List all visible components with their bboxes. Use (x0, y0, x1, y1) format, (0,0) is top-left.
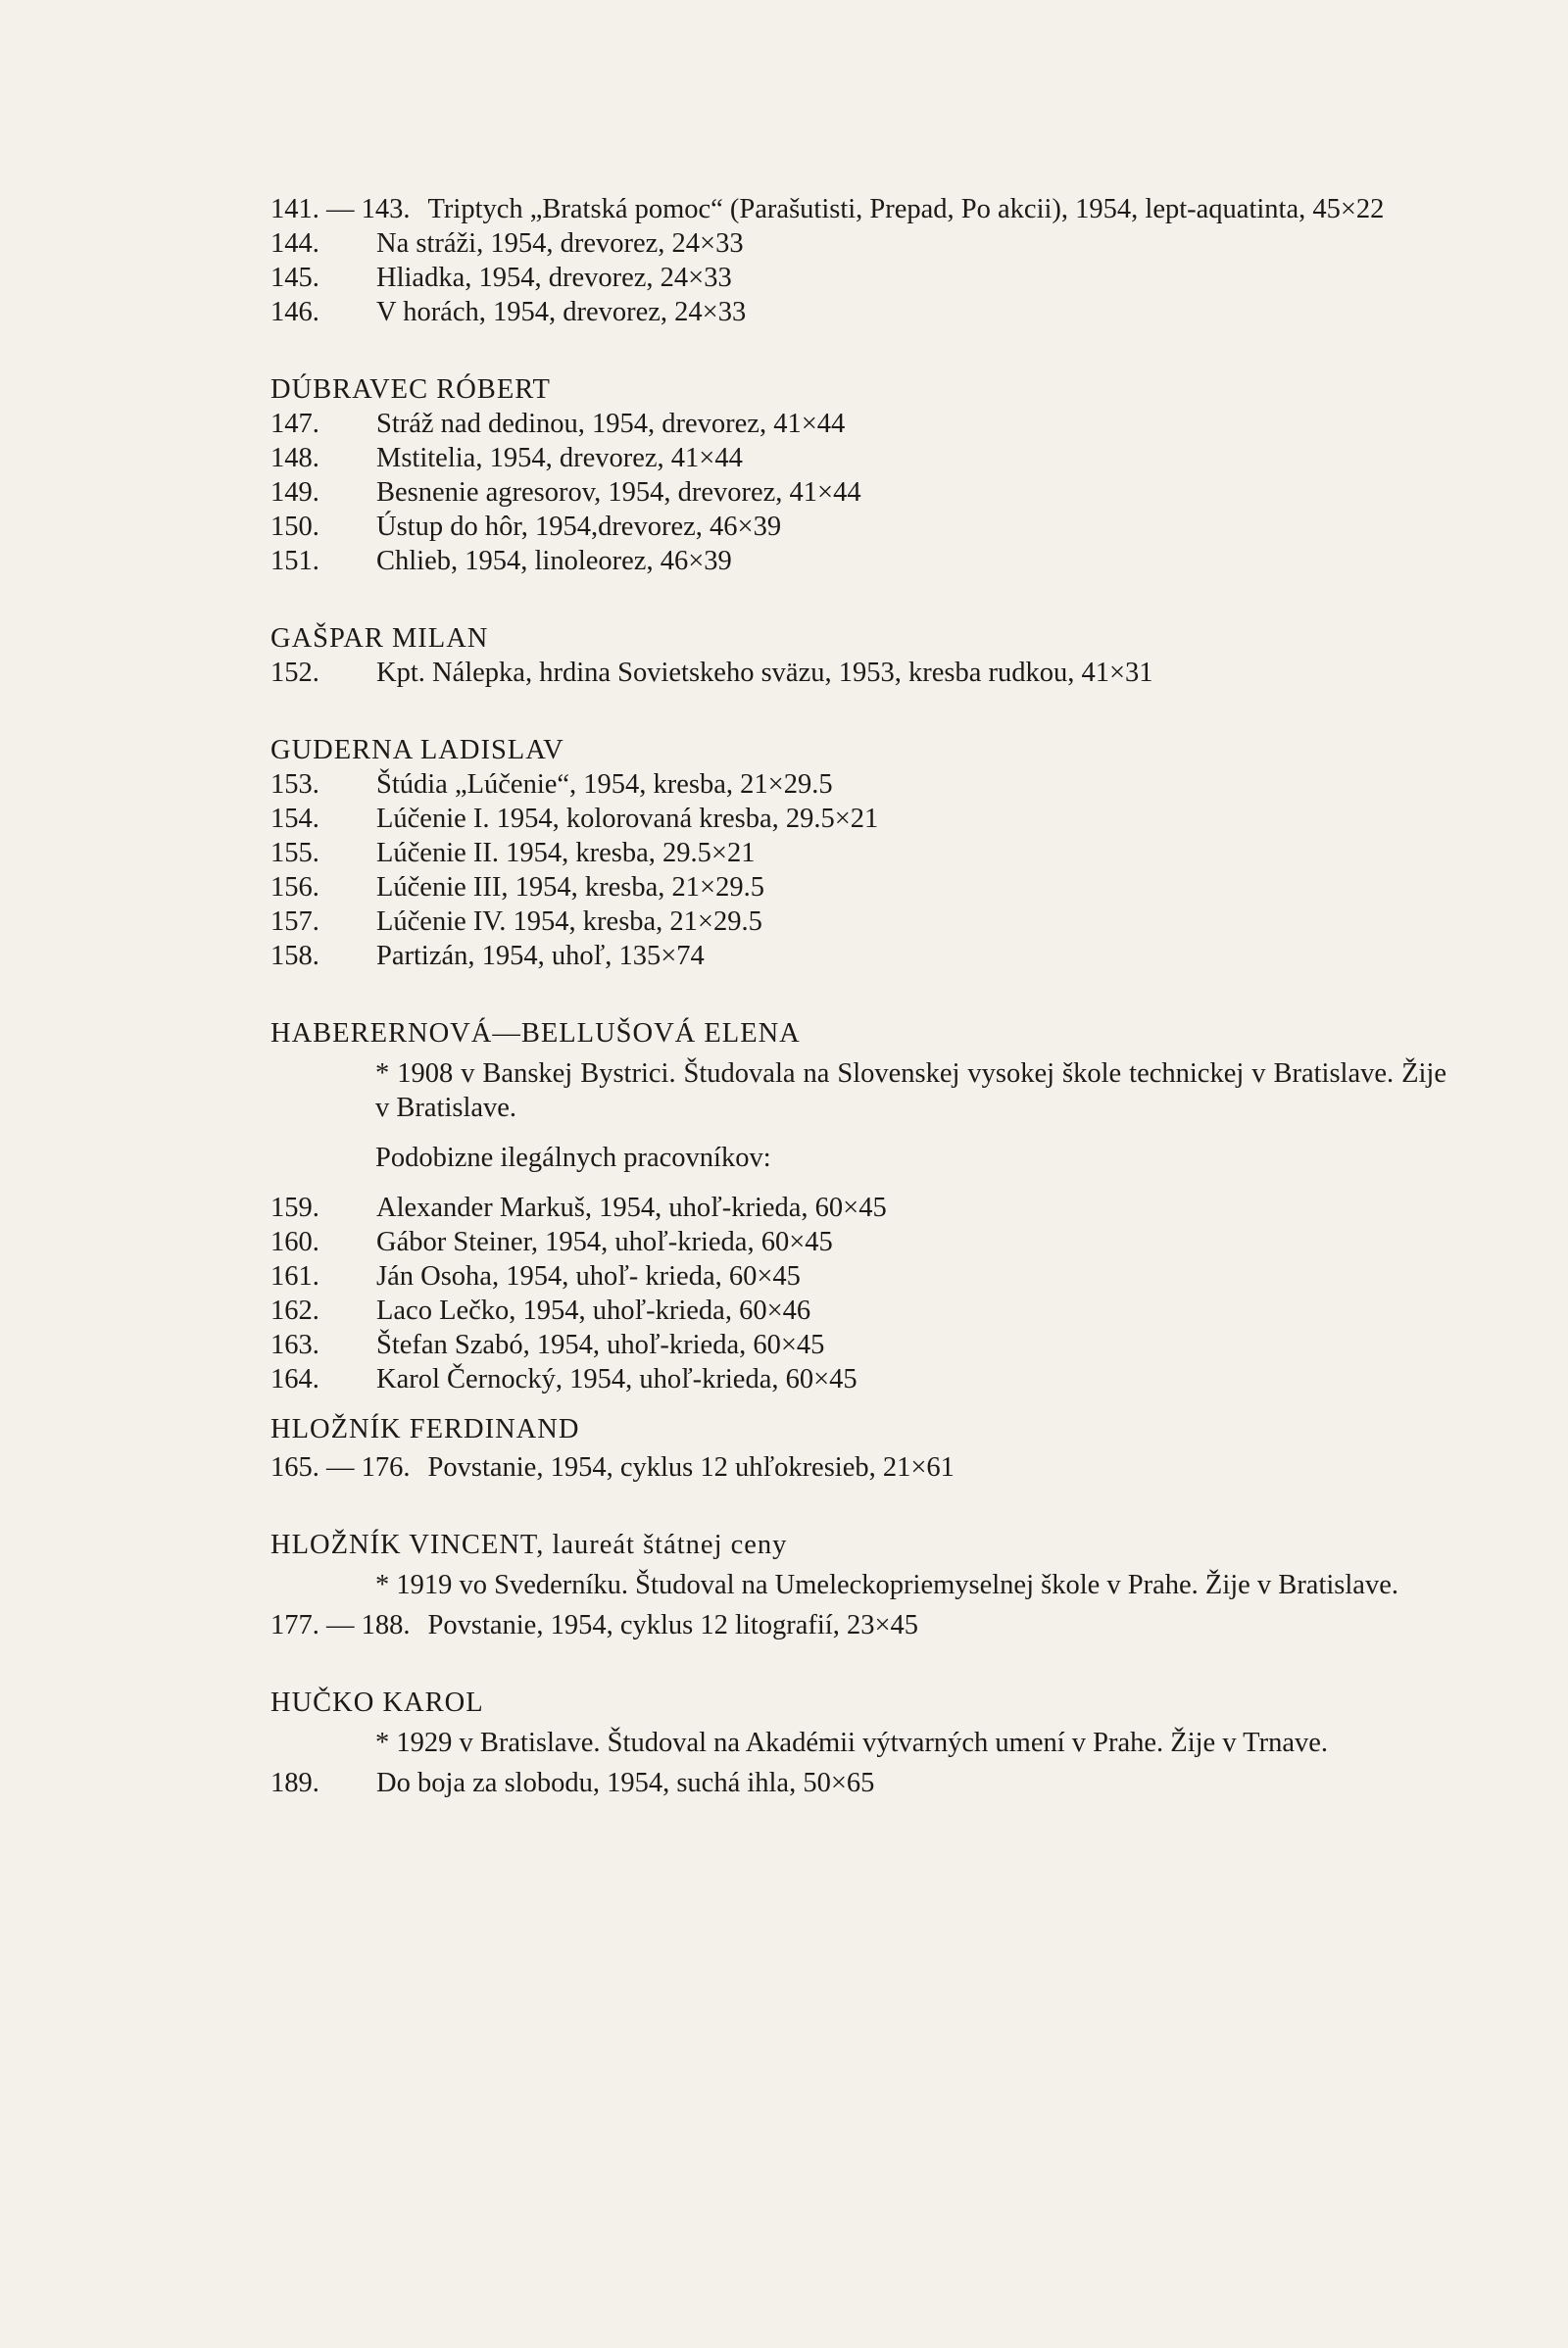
section-hloznik-ferdinand (270, 1412, 1446, 1485)
list-item (270, 767, 1446, 802)
entry-text: Na stráži, 1954, drevorez, 24×33 (376, 228, 744, 259)
entry-number: 145. (270, 263, 319, 293)
catalog-content (270, 192, 1446, 1800)
list-item (270, 905, 1446, 939)
section-hucko (270, 1686, 1446, 1800)
entry-number: 163. (270, 1330, 319, 1360)
entry-number: 160. (270, 1227, 319, 1257)
entry-text: Besnenie agresorov, 1954, drevorez, 41×44 (376, 477, 861, 508)
list-item (270, 870, 1446, 905)
entry-text: Štefan Szabó, 1954, uhoľ-krieda, 60×45 (376, 1330, 825, 1360)
entry-text: Gábor Steiner, 1954, uhoľ-krieda, 60×45 (376, 1227, 833, 1257)
entry-text: Lúčenie IV. 1954, kresba, 21×29.5 (376, 906, 762, 937)
artist-heading: HUČKO KAROL (270, 1688, 484, 1718)
section-dubravec (270, 372, 1446, 578)
entry-text: V horách, 1954, drevorez, 24×33 (376, 297, 747, 327)
entry-number: 144. (270, 228, 319, 259)
entry-text: Kpt. Nálepka, hrdina Sovietskeho sväzu, 1953, kresba rudkou, 41×31 (376, 658, 1153, 688)
entry-number: 177. — 188. (270, 1610, 411, 1640)
entry-text: Lúčenie I. 1954, kolorovaná kresba, 29.5×21 (376, 804, 879, 834)
entry-text: Stráž nad dedinou, 1954, drevorez, 41×44 (376, 409, 846, 439)
list-item (270, 1608, 1446, 1642)
list-item (270, 1191, 1446, 1225)
entry-number: 154. (270, 804, 319, 834)
entry-number: 148. (270, 443, 319, 473)
list-item (270, 1328, 1446, 1362)
entry-number: 164. (270, 1364, 319, 1394)
entry-number: 165. — 176. (270, 1452, 411, 1483)
artist-heading: GAŠPAR MILAN (270, 623, 489, 654)
entry-number: 141. — 143. (270, 194, 411, 224)
artist-bio: * 1908 v Banskej Bystrici. Študovala na Slovenskej vysokej škole technickej v Bratislave. Žije v Bratislave. (375, 1058, 1446, 1123)
list-item (270, 1362, 1446, 1396)
list-item (270, 1225, 1446, 1259)
artist-heading: DÚBRAVEC RÓBERT (270, 374, 551, 405)
entry-text: Ústup do hôr, 1954,drevorez, 46×39 (376, 512, 782, 542)
list-item (270, 544, 1446, 578)
list-item (270, 656, 1446, 690)
entry-text: Lúčenie III, 1954, kresba, 21×29.5 (376, 872, 764, 903)
entry-number: 157. (270, 906, 319, 937)
list-item (270, 510, 1446, 544)
entry-number: 151. (270, 546, 319, 576)
artist-heading: HLOŽNÍK VINCENT, laureát štátnej ceny (270, 1530, 788, 1560)
entry-text: Mstitelia, 1954, drevorez, 41×44 (376, 443, 743, 473)
entry-number: 150. (270, 512, 319, 542)
artist-heading: HABERERNOVÁ—BELLUŠOVÁ ELENA (270, 1018, 801, 1049)
list-item (270, 1259, 1446, 1294)
entry-text: Karol Černocký, 1954, uhoľ-krieda, 60×45 (376, 1364, 858, 1394)
artist-bio: * 1929 v Bratislave. Študoval na Akadémii výtvarných umení v Prahe. Žije v Trnave. (375, 1728, 1329, 1758)
section-continuation (270, 192, 1446, 329)
entry-number: 147. (270, 409, 319, 439)
list-item (270, 226, 1446, 261)
artist-heading: GUDERNA LADISLAV (270, 735, 564, 765)
entry-number: 155. (270, 838, 319, 868)
list-item (270, 192, 1446, 226)
entry-number: 152. (270, 658, 319, 688)
entry-number: 153. (270, 769, 319, 800)
entry-number: 162. (270, 1296, 319, 1326)
list-item (270, 475, 1446, 510)
entry-text: Chlieb, 1954, linoleorez, 46×39 (376, 546, 732, 576)
list-item (270, 407, 1446, 441)
entry-text: Povstanie, 1954, cyklus 12 litografií, 23×45 (427, 1610, 919, 1640)
entry-text: Povstanie, 1954, cyklus 12 uhľokresieb, 21×61 (427, 1452, 955, 1483)
list-item (270, 1450, 1446, 1485)
group-note: Podobizne ilegálnych pracovníkov: (375, 1143, 771, 1173)
section-hloznik-vincent (270, 1528, 1446, 1642)
list-item (270, 836, 1446, 870)
list-item (270, 261, 1446, 295)
list-item (270, 295, 1446, 329)
section-gaspar (270, 621, 1446, 690)
section-guderna (270, 733, 1446, 973)
entry-text: Triptych „Bratská pomoc“ (Parašutisti, Prepad, Po akcii), 1954, lept-aquatinta, 45×22 (427, 194, 1385, 224)
entry-number: 161. (270, 1261, 319, 1292)
entry-text: Štúdia „Lúčenie“, 1954, kresba, 21×29.5 (376, 769, 833, 800)
entry-number: 149. (270, 477, 319, 508)
entry-text: Ján Osoha, 1954, uhoľ- krieda, 60×45 (376, 1261, 801, 1292)
list-item (270, 441, 1446, 475)
list-item (270, 1766, 1446, 1800)
entry-number: 159. (270, 1193, 319, 1223)
artist-bio: * 1919 vo Svederníku. Študoval na Umeleckopriemyselnej škole v Prahe. Žije v Bratislave. (375, 1570, 1398, 1600)
entry-text: Lúčenie II. 1954, kresba, 29.5×21 (376, 838, 756, 868)
list-item (270, 939, 1446, 973)
entry-number: 156. (270, 872, 319, 903)
entry-number: 158. (270, 941, 319, 971)
entry-text: Hliadka, 1954, drevorez, 24×33 (376, 263, 732, 293)
entry-text: Laco Lečko, 1954, uhoľ-krieda, 60×46 (376, 1296, 811, 1326)
list-item (270, 802, 1446, 836)
entry-number: 189. (270, 1768, 319, 1798)
entry-text: Alexander Markuš, 1954, uhoľ-krieda, 60×45 (376, 1193, 887, 1223)
entry-text: Do boja za slobodu, 1954, suchá ihla, 50×65 (376, 1768, 875, 1798)
section-haberernova (270, 1016, 1446, 1396)
list-item (270, 1294, 1446, 1328)
entry-number: 146. (270, 297, 319, 327)
entry-text: Partizán, 1954, uhoľ, 135×74 (376, 941, 705, 971)
artist-heading: HLOŽNÍK FERDINAND (270, 1414, 580, 1444)
